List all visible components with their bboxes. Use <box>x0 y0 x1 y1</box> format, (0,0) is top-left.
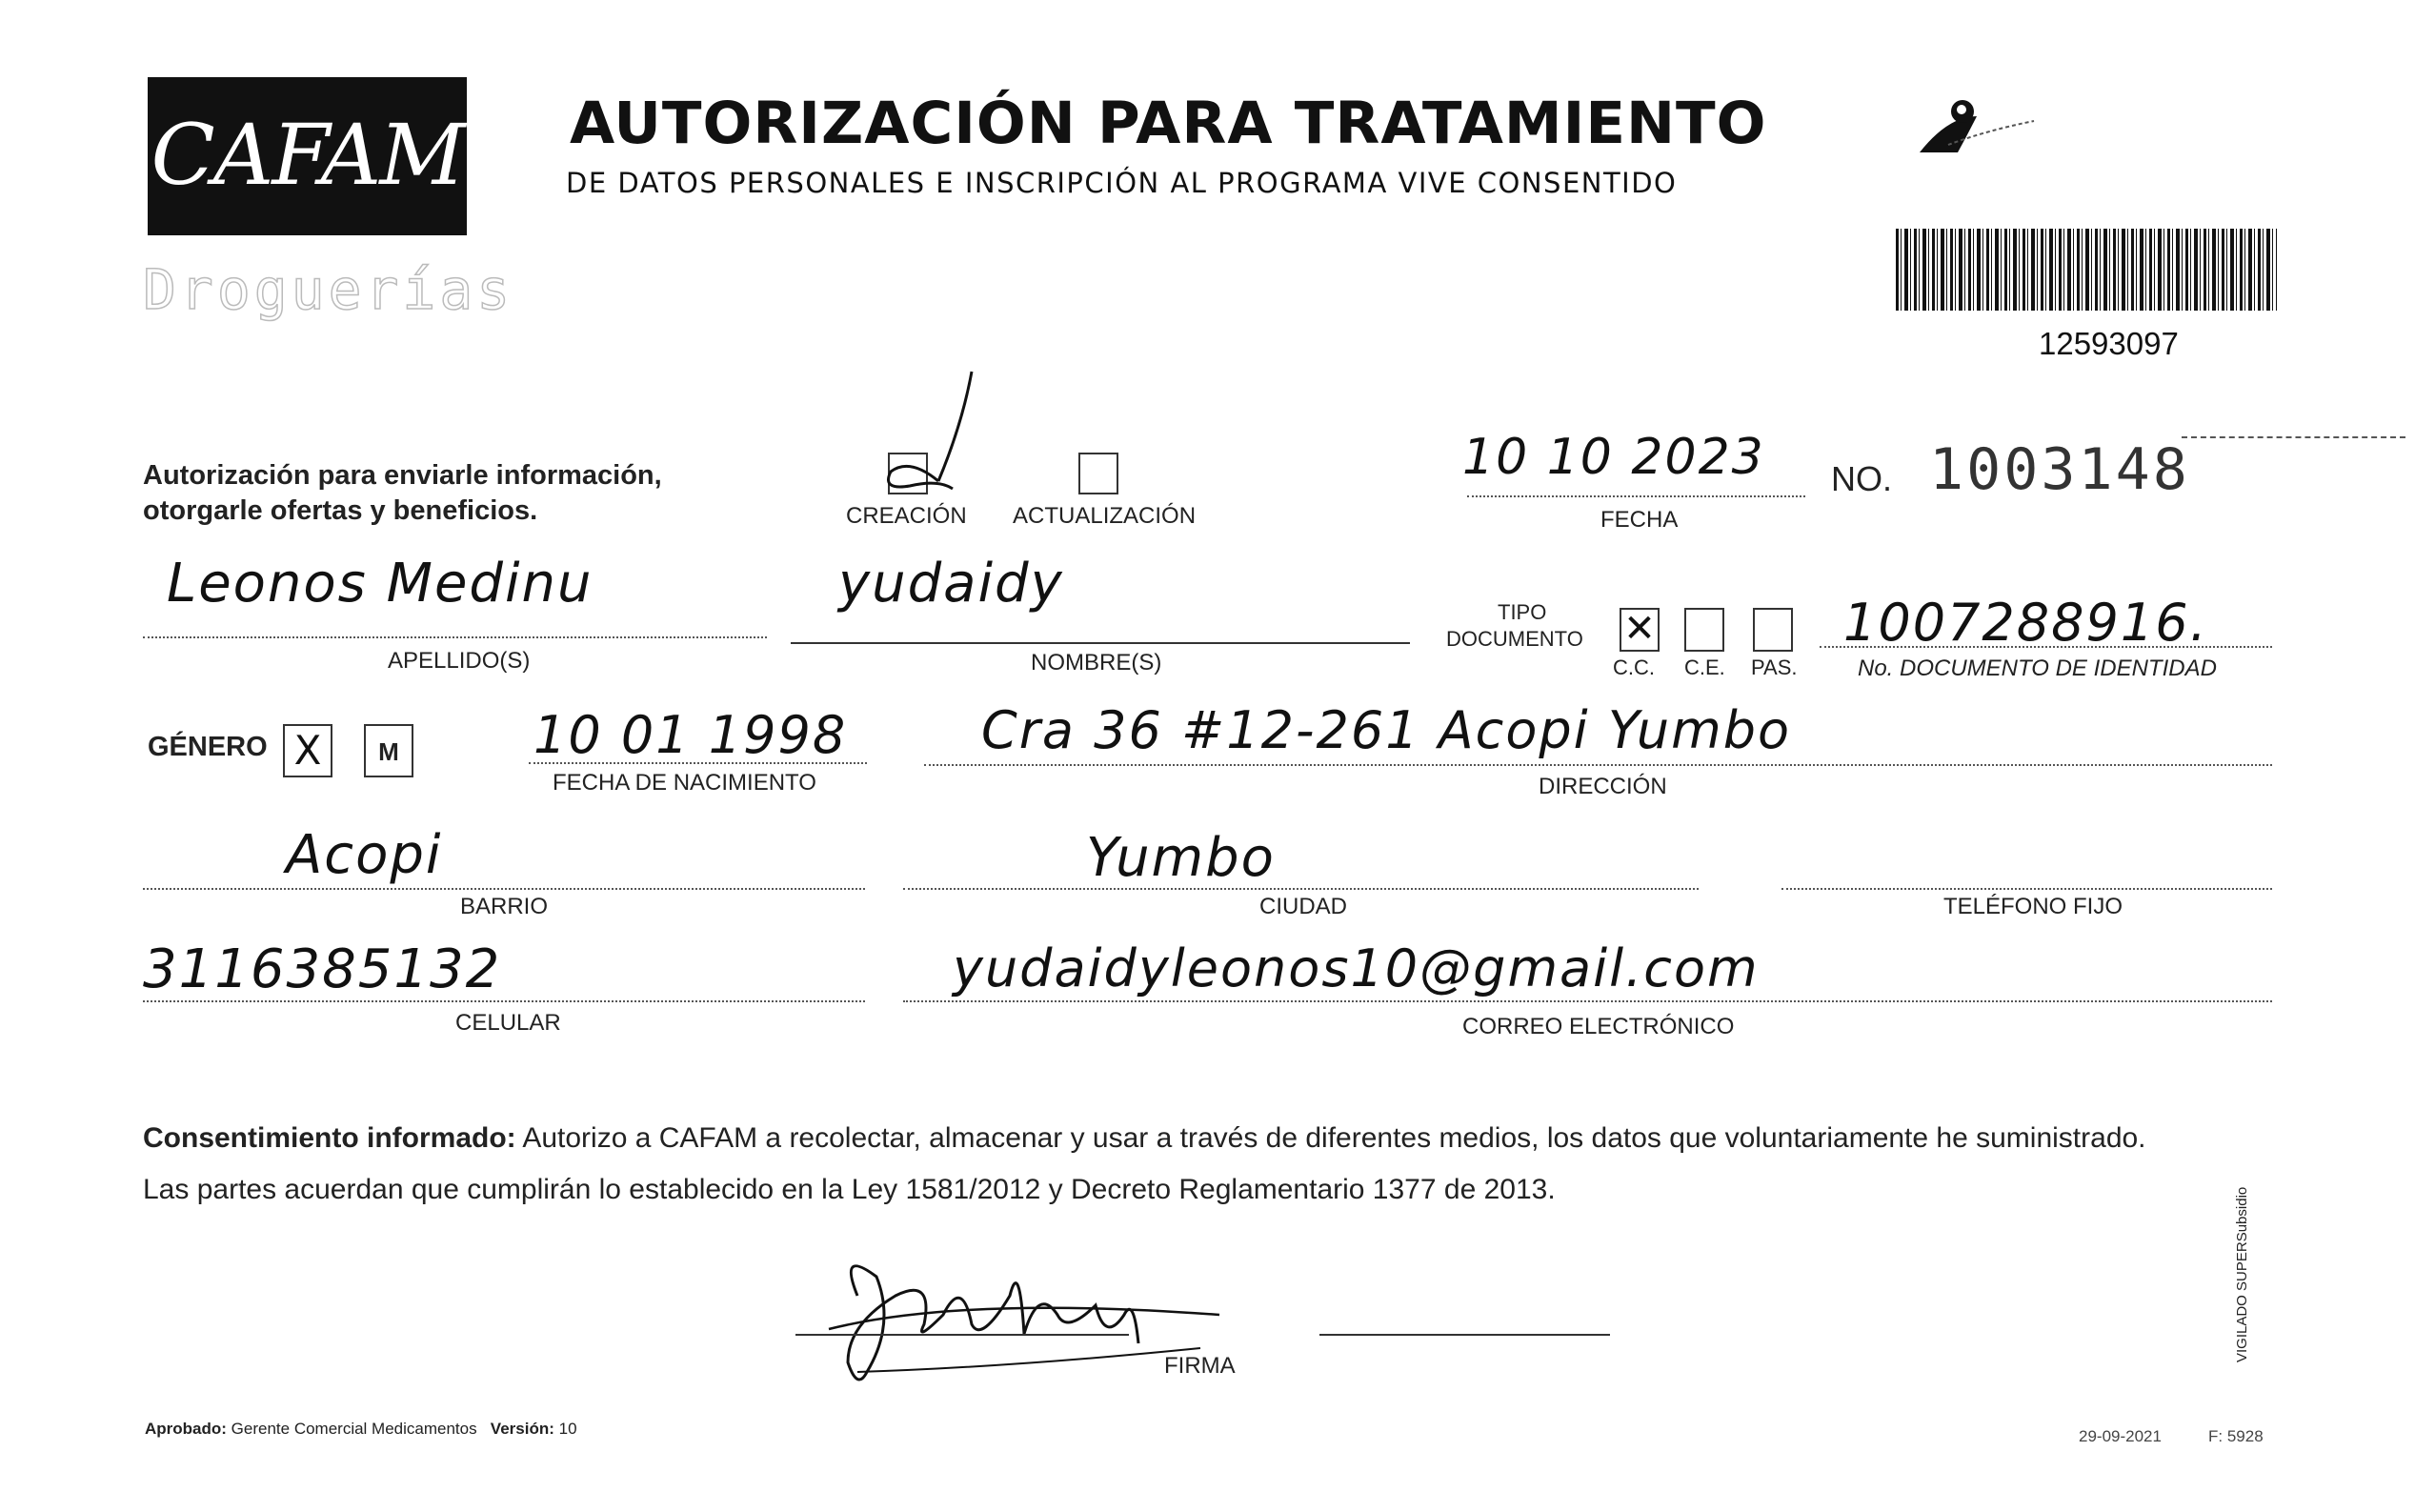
ce-label: C.E. <box>1684 655 1725 679</box>
drogerias-logo-text: Droguerías <box>143 257 514 322</box>
barrio-line <box>143 888 865 890</box>
tipo-doc-label-1: TIPO <box>1498 600 1547 624</box>
barcode <box>1896 229 2277 311</box>
logo-text: CAFAM <box>151 106 464 204</box>
footer-approval <box>145 1420 577 1439</box>
consent-text1: Autorizo a CAFAM a recolectar, almacenar y usar a través de diferentes medios, los datos que voluntariamente he suministrado. <box>515 1122 2146 1154</box>
form-number-dash-line <box>2182 436 2405 438</box>
aprobado-label: Aprobado: <box>145 1420 227 1438</box>
authorization-text-line1: Autorización para enviarle información, <box>143 460 662 491</box>
consent-line1 <box>143 1122 2286 1155</box>
tipo-doc-label-2: DOCUMENTO <box>1446 627 1583 651</box>
correo-label: CORREO ELECTRÓNICO <box>1462 1014 1735 1039</box>
fecha-nacimiento-value: 10 01 1998 <box>533 705 848 765</box>
genero-label: GÉNERO <box>148 732 268 762</box>
creacion-check-mark <box>872 367 986 505</box>
apellido-line <box>143 636 767 638</box>
barrio-value: Acopi <box>286 824 443 886</box>
barrio-label: BARRIO <box>460 894 549 919</box>
no-label: NO. <box>1831 459 1893 498</box>
ciudad-value: Yumbo <box>1086 827 1276 889</box>
direccion-label: DIRECCIÓN <box>1539 774 1667 799</box>
apellido-value: Leonos Medinu <box>167 553 594 615</box>
documento-label: No. DOCUMENTO DE IDENTIDAD <box>1858 655 2217 681</box>
actualizacion-label: ACTUALIZACIÓN <box>1013 503 1197 529</box>
apellido-label: APELLIDO(S) <box>388 648 531 674</box>
nombre-label: NOMBRE(S) <box>1031 650 1162 675</box>
nombre-value: yudaidy <box>838 553 1064 615</box>
genero-m-label: M <box>378 737 399 766</box>
cc-check-mark: ✕ <box>1623 607 1656 651</box>
fecha-nacimiento-line <box>529 762 867 764</box>
celular-value: 3116385132 <box>143 938 502 1000</box>
firma-label: FIRMA <box>1164 1353 1236 1379</box>
direccion-line <box>924 764 2272 766</box>
fecha-label: FECHA <box>1600 507 1679 533</box>
celular-line <box>143 1000 865 1002</box>
celular-label: CELULAR <box>455 1010 561 1036</box>
form-number: 1003148 <box>1929 436 2190 503</box>
ciudad-label: CIUDAD <box>1259 894 1348 919</box>
consent-text2: Las partes acuerdan que cumplirán lo establecido en la Ley 1581/2012 y Decreto Reglamentario 1377 de 2013. <box>143 1174 1556 1205</box>
genero-m-checkbox[interactable] <box>364 724 413 777</box>
fecha-nacimiento-label: FECHA DE NACIMIENTO <box>553 770 816 796</box>
form-title: AUTORIZACIÓN PARA TRATAMIENTO <box>570 90 1767 157</box>
pas-checkbox[interactable] <box>1753 608 1793 652</box>
correo-value: yudaidyleonos10@gmail.com <box>953 938 1760 998</box>
cc-checkbox[interactable] <box>1620 608 1660 652</box>
authorization-text-line2: otorgarle ofertas y beneficios. <box>143 495 538 526</box>
program-emblem-icon <box>1910 78 2043 164</box>
consent-title: Consentimiento informado: <box>143 1122 516 1154</box>
documento-value: 1007288916. <box>1843 593 2208 653</box>
cafam-logo <box>148 77 467 235</box>
nombre-line <box>791 642 1410 644</box>
version-value: 10 <box>558 1420 577 1438</box>
form-subtitle: DE DATOS PERSONALES E INSCRIPCIÓN AL PROGRAMA VIVE CONSENTIDO <box>566 167 1678 199</box>
fecha-value: 10 10 2023 <box>1462 429 1765 486</box>
version-label: Versión: <box>490 1420 554 1438</box>
actualizacion-checkbox[interactable] <box>1078 453 1118 494</box>
aprobado-value: Gerente Comercial Medicamentos <box>231 1420 477 1438</box>
ce-checkbox[interactable] <box>1684 608 1724 652</box>
correo-line <box>903 1000 2272 1002</box>
documento-line <box>1820 646 2272 648</box>
ciudad-line <box>903 888 1699 890</box>
direccion-value: Cra 36 #12-261 Acopi Yumbo <box>981 700 1792 760</box>
footer-form-code: F: 5928 <box>2208 1427 2264 1445</box>
barcode-number: 12593097 <box>2039 326 2179 361</box>
fecha-line <box>1467 495 1805 497</box>
vigilado-side-text: VIGILADO SUPERSubsidio <box>2234 1186 2250 1362</box>
signature-line <box>795 1334 1129 1336</box>
genero-f-mark: X <box>293 727 322 774</box>
footer-date-code: 29-09-2021 <box>2079 1427 2162 1445</box>
telefono-line <box>1781 888 2272 890</box>
signature-line-right <box>1319 1334 1610 1336</box>
cc-label: C.C. <box>1613 655 1655 679</box>
creacion-label: CREACIÓN <box>846 503 967 529</box>
pas-label: PAS. <box>1751 655 1798 679</box>
telefono-label: TELÉFONO FIJO <box>1943 894 2123 919</box>
genero-f-checkbox[interactable] <box>283 724 332 777</box>
